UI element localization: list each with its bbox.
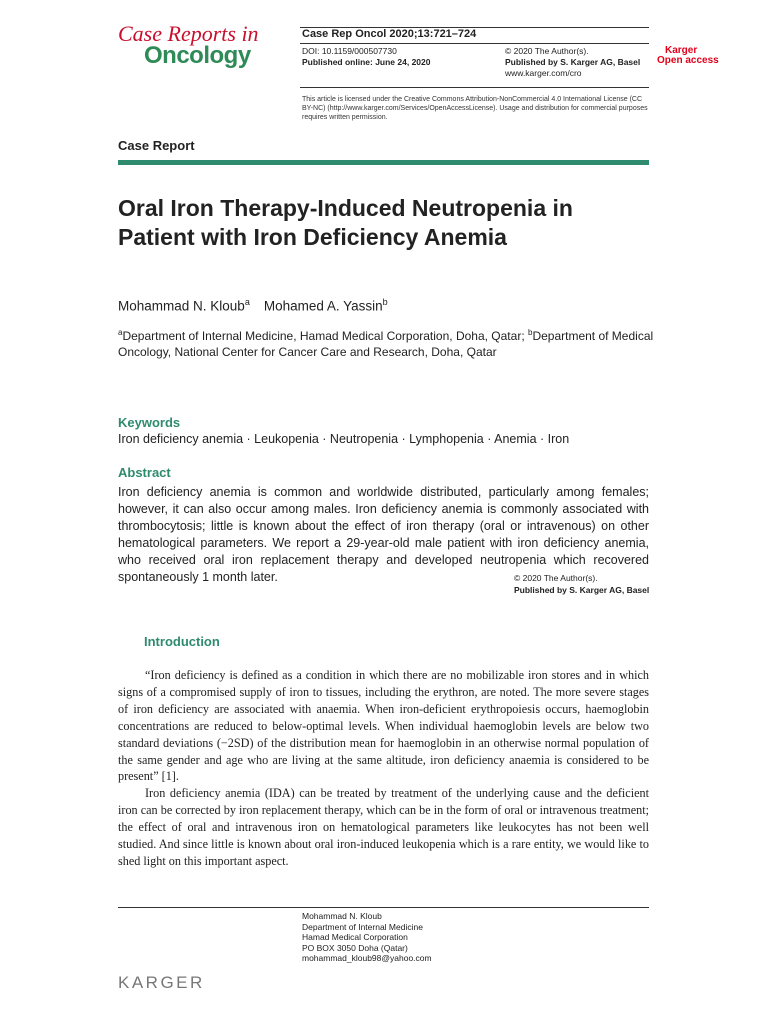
doi: DOI: 10.1159/000507730 [302,46,397,56]
karger-label: Karger [665,45,698,56]
author-sup: a [244,297,250,307]
contact-dept: Department of Internal Medicine [302,921,423,932]
affil-b: Department of Medical Oncology, National Center for Cancer Care and Research, Doha, Qatar [118,329,654,359]
author-list [118,297,388,314]
contact-name: Mohammad N. Kloub [302,911,382,921]
contact-address: PO BOX 3050 Doha (Qatar) [302,942,408,953]
contact-email[interactable]: mohammad_kloub98@yahoo.com [302,953,432,963]
header-rule-bottom [300,87,649,88]
author-name: Mohamed A. Yassin [263,298,383,314]
copyright: © 2020 The Author(s). [505,46,589,56]
journal-logo-line2: Oncology [144,42,251,69]
abstract-publisher: Published by S. Karger AG, Basel [514,585,650,595]
header-rule-mid [300,43,649,44]
affil-a: Department of Internal Medicine, Hamad Medical Corporation, Doha, Qatar; [122,329,528,343]
journal-citation: Case Rep Oncol 2020;13:721–724 [302,28,477,40]
introduction-heading: Introduction [144,634,220,649]
keywords-text: Iron deficiency anemia · Leukopenia · Neutropenia · Lymphopenia · Anemia · Iron [118,432,570,446]
keywords-heading: Keywords [118,415,181,430]
website-link[interactable]: www.karger.com/cro [505,68,582,78]
abstract-copyright-block [514,572,649,596]
contact-org: Hamad Medical Corporation [302,932,408,942]
karger-open-access-logo [657,46,719,66]
introduction-body [118,667,649,870]
abstract-copyright: © 2020 The Author(s). [514,573,598,583]
section-divider [118,160,649,165]
affil-sup: a [118,328,123,337]
author-name: Mohammad N. Kloub [118,298,245,314]
correspondence-block [302,911,432,964]
karger-footer-logo: KARGER [118,973,205,992]
published-online: Published online: June 24, 2020 [302,57,431,67]
abstract-text: Iron deficiency anemia is common and worldwide distributed, particularly among females; however, it can also occur among males. Iron deficiency anemia is commonly associated with thrombocytosis; little is known about the effect of iron therapy (oral or intravenous) on other hematological parameters. We report a 29-year-old male patient with iron deficiency anemia, who received oral iron replacement therapy and developed neutropenia which recovered spontaneously 1 month later. [118,485,649,584]
intro-paragraph-2: Iron deficiency anemia (IDA) can be treated by treatment of the underlying cause and the deficient iron can be corrected by iron replacement therapy, which can be in the form of oral or intravenous treatment; the effect of oral and intravenous iron on hematological parameters like leukocytes has not been well studied. And since little is known about oral iron-induced leukopenia which is a rare entity, we would like to shed light on this important aspect. [118,786,649,868]
footnote-rule [118,907,649,908]
article-title: Oral Iron Therapy-Induced Neutropenia in Patient with Iron Deficiency Anemia [118,195,573,250]
intro-paragraph-1: “Iron deficiency is defined as a condition in which there are no mobilizable iron stores and in which signs of a compromised supply of iron to tissues, including the erythron, are noted. The more severe stages of iron deficiency are associated with anaemia. When iron-deficient erythropoiesis occurs, haemoglobin concentrations are reduced to below-optimal levels. When individual haemoglobin levels are below two standard deviations (−2SD) of the distribution mean for haemoglobin in an otherwise normal population of the same gender and age who are living at the same altitude, iron deficiency anaemia is considered to be present” [1]. [118,668,649,784]
license-notice: This article is licensed under the Creative Commons Attribution-NonCommercial 4.0 International License (CC BY-NC) (http://www.karger.com/Services/OpenAccessLicense). Usage and distribution for commercial purposes requires written permission. [302,96,648,121]
author-sup: b [382,297,388,307]
journal-logo-line1: Case Reports in [118,21,259,46]
affil-sup: b [527,328,533,337]
article-type: Case Report [118,138,195,153]
abstract-heading: Abstract [118,465,171,480]
open-access-label: Open access [657,55,719,66]
publisher: Published by S. Karger AG, Basel [505,57,641,67]
affiliations [118,325,658,360]
